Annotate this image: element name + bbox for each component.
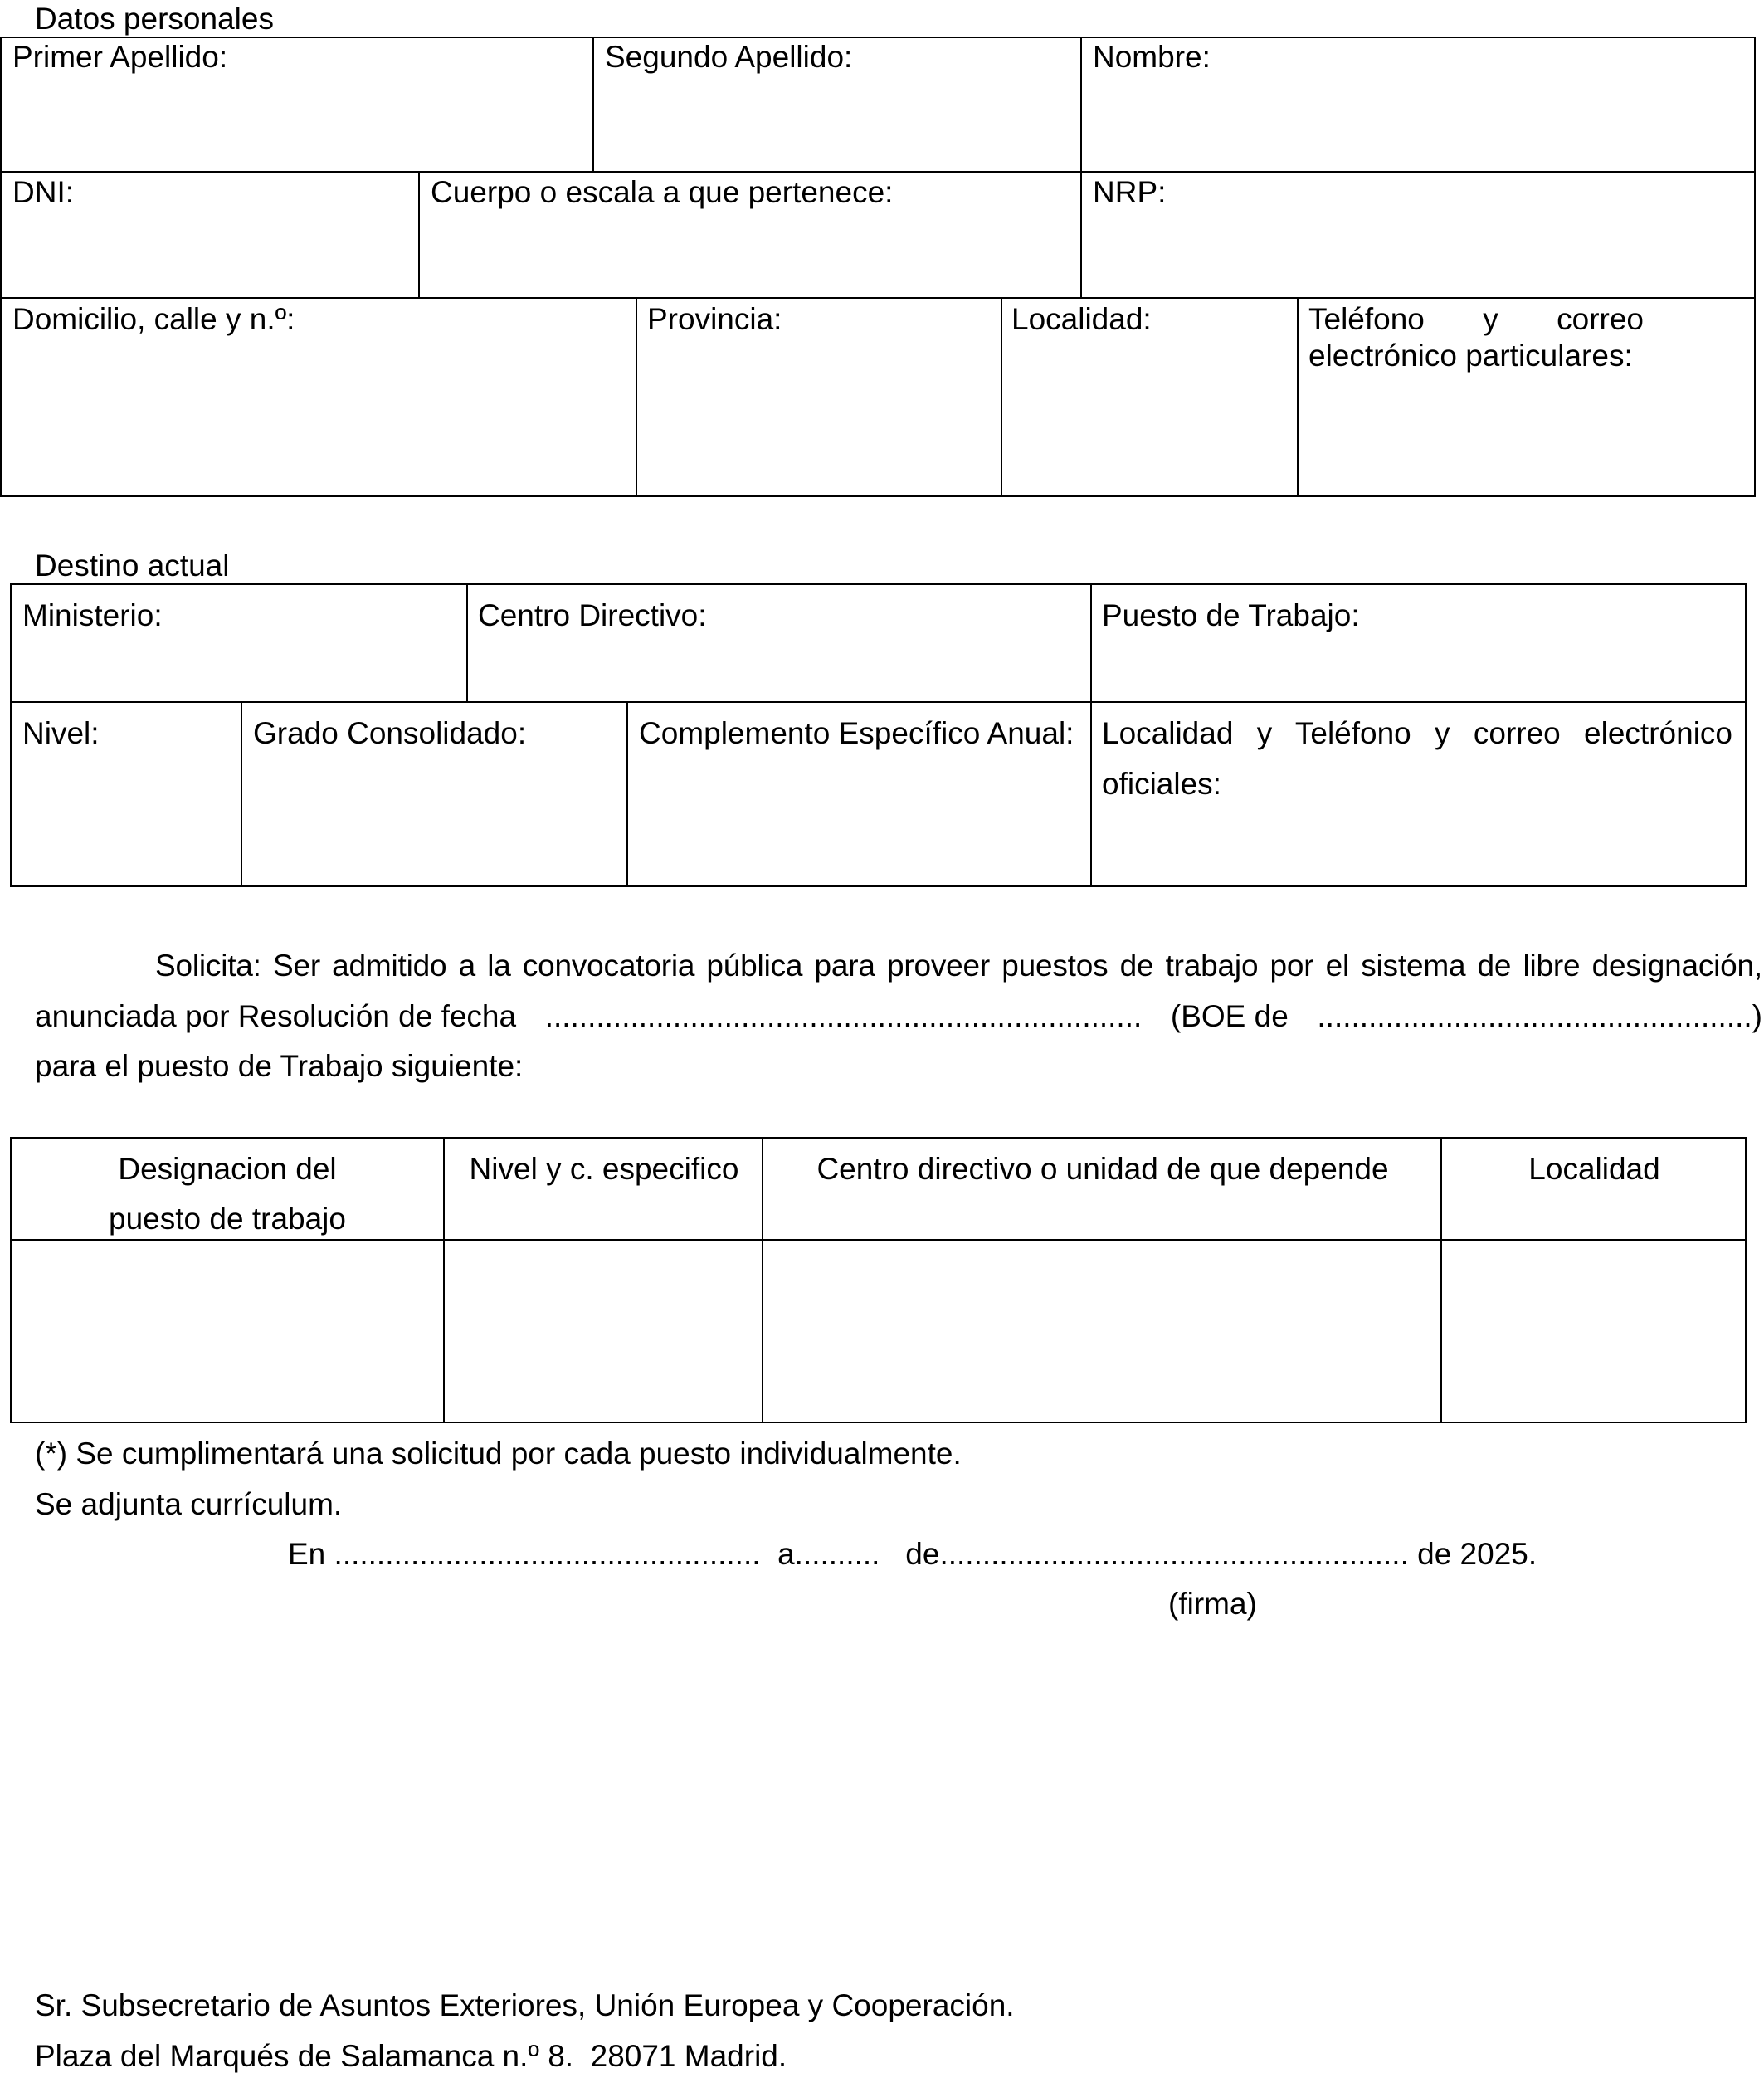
resolucion-text: anunciada por Resolución de fecha: [35, 999, 517, 1033]
lugar-fecha-line: En .................................................. a.......... de....................................................... de 2025.: [288, 1537, 1537, 1571]
nombre-label: Nombre:: [1093, 40, 1211, 74]
segundo-apellido-label: Segundo Apellido:: [605, 40, 853, 74]
complemento-especifico-label: Complemento Específico Anual:: [639, 716, 1074, 750]
header-designacion-line1: Designacion del: [118, 1152, 337, 1186]
destino-actual-heading: Destino actual: [35, 549, 230, 583]
localidad-label: Localidad:: [1011, 302, 1152, 336]
provincia-label: Provincia:: [647, 302, 782, 336]
header-nivel-especifico: Nivel y c. especifico: [469, 1152, 739, 1186]
nivel-label: Nivel:: [22, 716, 100, 750]
grado-consolidado-label: Grado Consolidado:: [253, 716, 527, 750]
adjunta-curriculum: Se adjunta currículum.: [35, 1487, 343, 1521]
telefono-particular-label-line1: Teléfono y correo: [1308, 302, 1644, 336]
destinatario: Sr. Subsecretario de Asuntos Exteriores, Unión Europea y Cooperación.: [35, 1988, 1015, 2022]
primer-apellido-label: Primer Apellido:: [12, 40, 228, 74]
firma-label: (firma): [1168, 1587, 1257, 1621]
puesto-trabajo-label: Puesto de Trabajo:: [1102, 598, 1360, 632]
resolucion-fecha-dots: ......................................................................: [544, 999, 1143, 1033]
ministerio-label: Ministerio:: [22, 598, 163, 632]
boe-dots: ...................................................): [1317, 999, 1762, 1033]
header-localidad: Localidad: [1528, 1152, 1660, 1186]
boe-text: (BOE de: [1170, 999, 1289, 1033]
domicilio-label: Domicilio, calle y n.º:: [12, 302, 295, 336]
direccion: Plaza del Marqués de Salamanca n.º 8. 28071 Madrid.: [35, 2039, 787, 2073]
solicita-line-1: Solicita: Ser admitido a la convocatoria pública para proveer puestos de trabajo por el sistema de libre designación,: [155, 949, 1762, 983]
telefono-particular-label-line2: electrónico particulares:: [1308, 339, 1633, 373]
cuerpo-escala-label: Cuerpo o escala a que pertenece:: [431, 175, 894, 209]
solicita-line-2: [35, 1001, 1762, 1032]
solicita-line-3: para el puesto de Trabajo siguiente:: [35, 1049, 524, 1083]
nota-solicitud: (*) Se cumplimentará una solicitud por cada puesto individualmente.: [35, 1436, 962, 1471]
header-designacion-line2: puesto de trabajo: [109, 1202, 346, 1236]
centro-directivo-label: Centro Directivo:: [478, 598, 707, 632]
header-centro-directivo: Centro directivo o unidad de que depende: [816, 1152, 1389, 1186]
dni-label: DNI:: [12, 175, 74, 209]
nrp-label: NRP:: [1093, 175, 1167, 209]
datos-personales-heading: Datos personales: [35, 2, 274, 36]
localidad-oficial-label-line2: oficiales:: [1102, 767, 1221, 801]
localidad-oficial-label-line1: Localidad y Teléfono y correo electrónico: [1102, 716, 1732, 750]
